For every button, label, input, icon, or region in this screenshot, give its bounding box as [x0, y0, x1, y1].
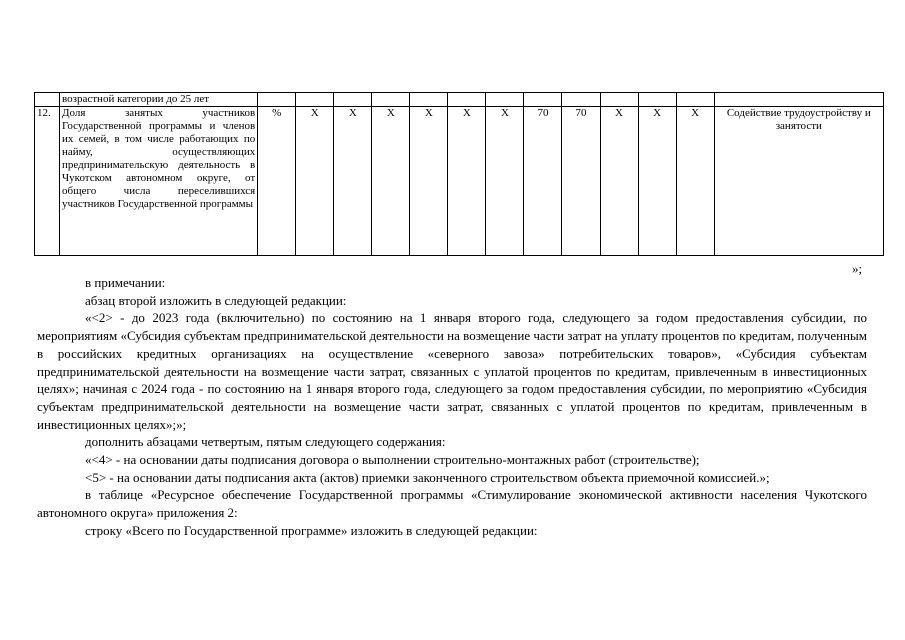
paragraph: «<4> - на основании даты подписания договора о выполнении строительно-монтажных работ (строительстве); [85, 452, 700, 468]
cell-value: 70 [524, 107, 562, 256]
cell-indicator-name: возрастной категории до 25 лет [60, 93, 258, 107]
cell-value: X [334, 107, 372, 256]
cell-value: X [638, 107, 676, 256]
cell-value [676, 93, 714, 107]
cell-responsible: Содействие трудоустройству и занятости [714, 107, 883, 256]
cell-value: X [600, 107, 638, 256]
paragraph: дополнить абзацами четвертым, пятым следующего содержания: [85, 434, 446, 450]
cell-value: X [448, 107, 486, 256]
indicators-table [34, 92, 884, 256]
cell-responsible [714, 93, 883, 107]
cell-value: X [372, 107, 410, 256]
cell-num [35, 93, 60, 107]
cell-value [334, 93, 372, 107]
paragraph: строку «Всего по Государственной программе» изложить в следующей редакции: [85, 522, 538, 538]
cell-value [486, 93, 524, 107]
cell-unit: % [258, 107, 296, 256]
closing-quote: »; [852, 261, 863, 276]
cell-value: X [676, 107, 714, 256]
cell-value [410, 93, 448, 107]
cell-value: X [296, 107, 334, 256]
cell-indicator-name: Доля занятых участников Государственной программы и членов их семей, в том числе работающих по найму, осуществляющих предпринимательскую деятельность в Чукотском автономном округе, от общего числа переселившихся участников Государственной программы [60, 107, 258, 256]
cell-value: 70 [562, 107, 600, 256]
cell-unit [258, 93, 296, 107]
cell-value [562, 93, 600, 107]
cell-value: X [486, 107, 524, 256]
paragraph: «<2> - до 2023 года (включительно) по состоянию на 1 января второго года, следующего за годом предоставления субсидии, по мероприятиям «Субсидия субъектам предпринимательской деятельности на возмещение части затрат на уплату процентов по кредитам, полученным в российских кредитных организациях на осуществление «северного завоза» потребительских товаров», «Субсидия субъектам предпринимательской деятельности на возмещение части затрат, связанных с уплатой процентов по кредитам, привлеченным в инвестиционных целях»; начиная с 2024 года - по состоянию на 1 января второго года, следующего за годом предоставления субсидии, по мероприятию «Субсидия субъектам предпринимательской деятельности на возмещение части затрат, связанных с уплатой процентов по кредитам, привлеченным в инвестиционных целях»;»; [37, 310, 867, 432]
paragraph: абзац второй изложить в следующей редакции: [85, 292, 347, 308]
document-body [37, 274, 867, 540]
paragraph: <5> - на основании даты подписания акта (актов) приемки законченного строительством объекта приемочной комиссией.»; [85, 469, 770, 485]
cell-value: X [410, 107, 448, 256]
cell-num: 12. [35, 107, 60, 256]
cell-value [600, 93, 638, 107]
cell-value [296, 93, 334, 107]
table-row [35, 93, 884, 107]
paragraph: в примечании: [85, 275, 166, 290]
cell-value [524, 93, 562, 107]
cell-value [448, 93, 486, 107]
paragraph: в таблице «Ресурсное обеспечение Государственной программы «Стимулирование экономической активности населения Чукотского автономного округа» приложения 2: [37, 487, 867, 521]
cell-value [638, 93, 676, 107]
cell-value [372, 93, 410, 107]
table-row [35, 107, 884, 256]
